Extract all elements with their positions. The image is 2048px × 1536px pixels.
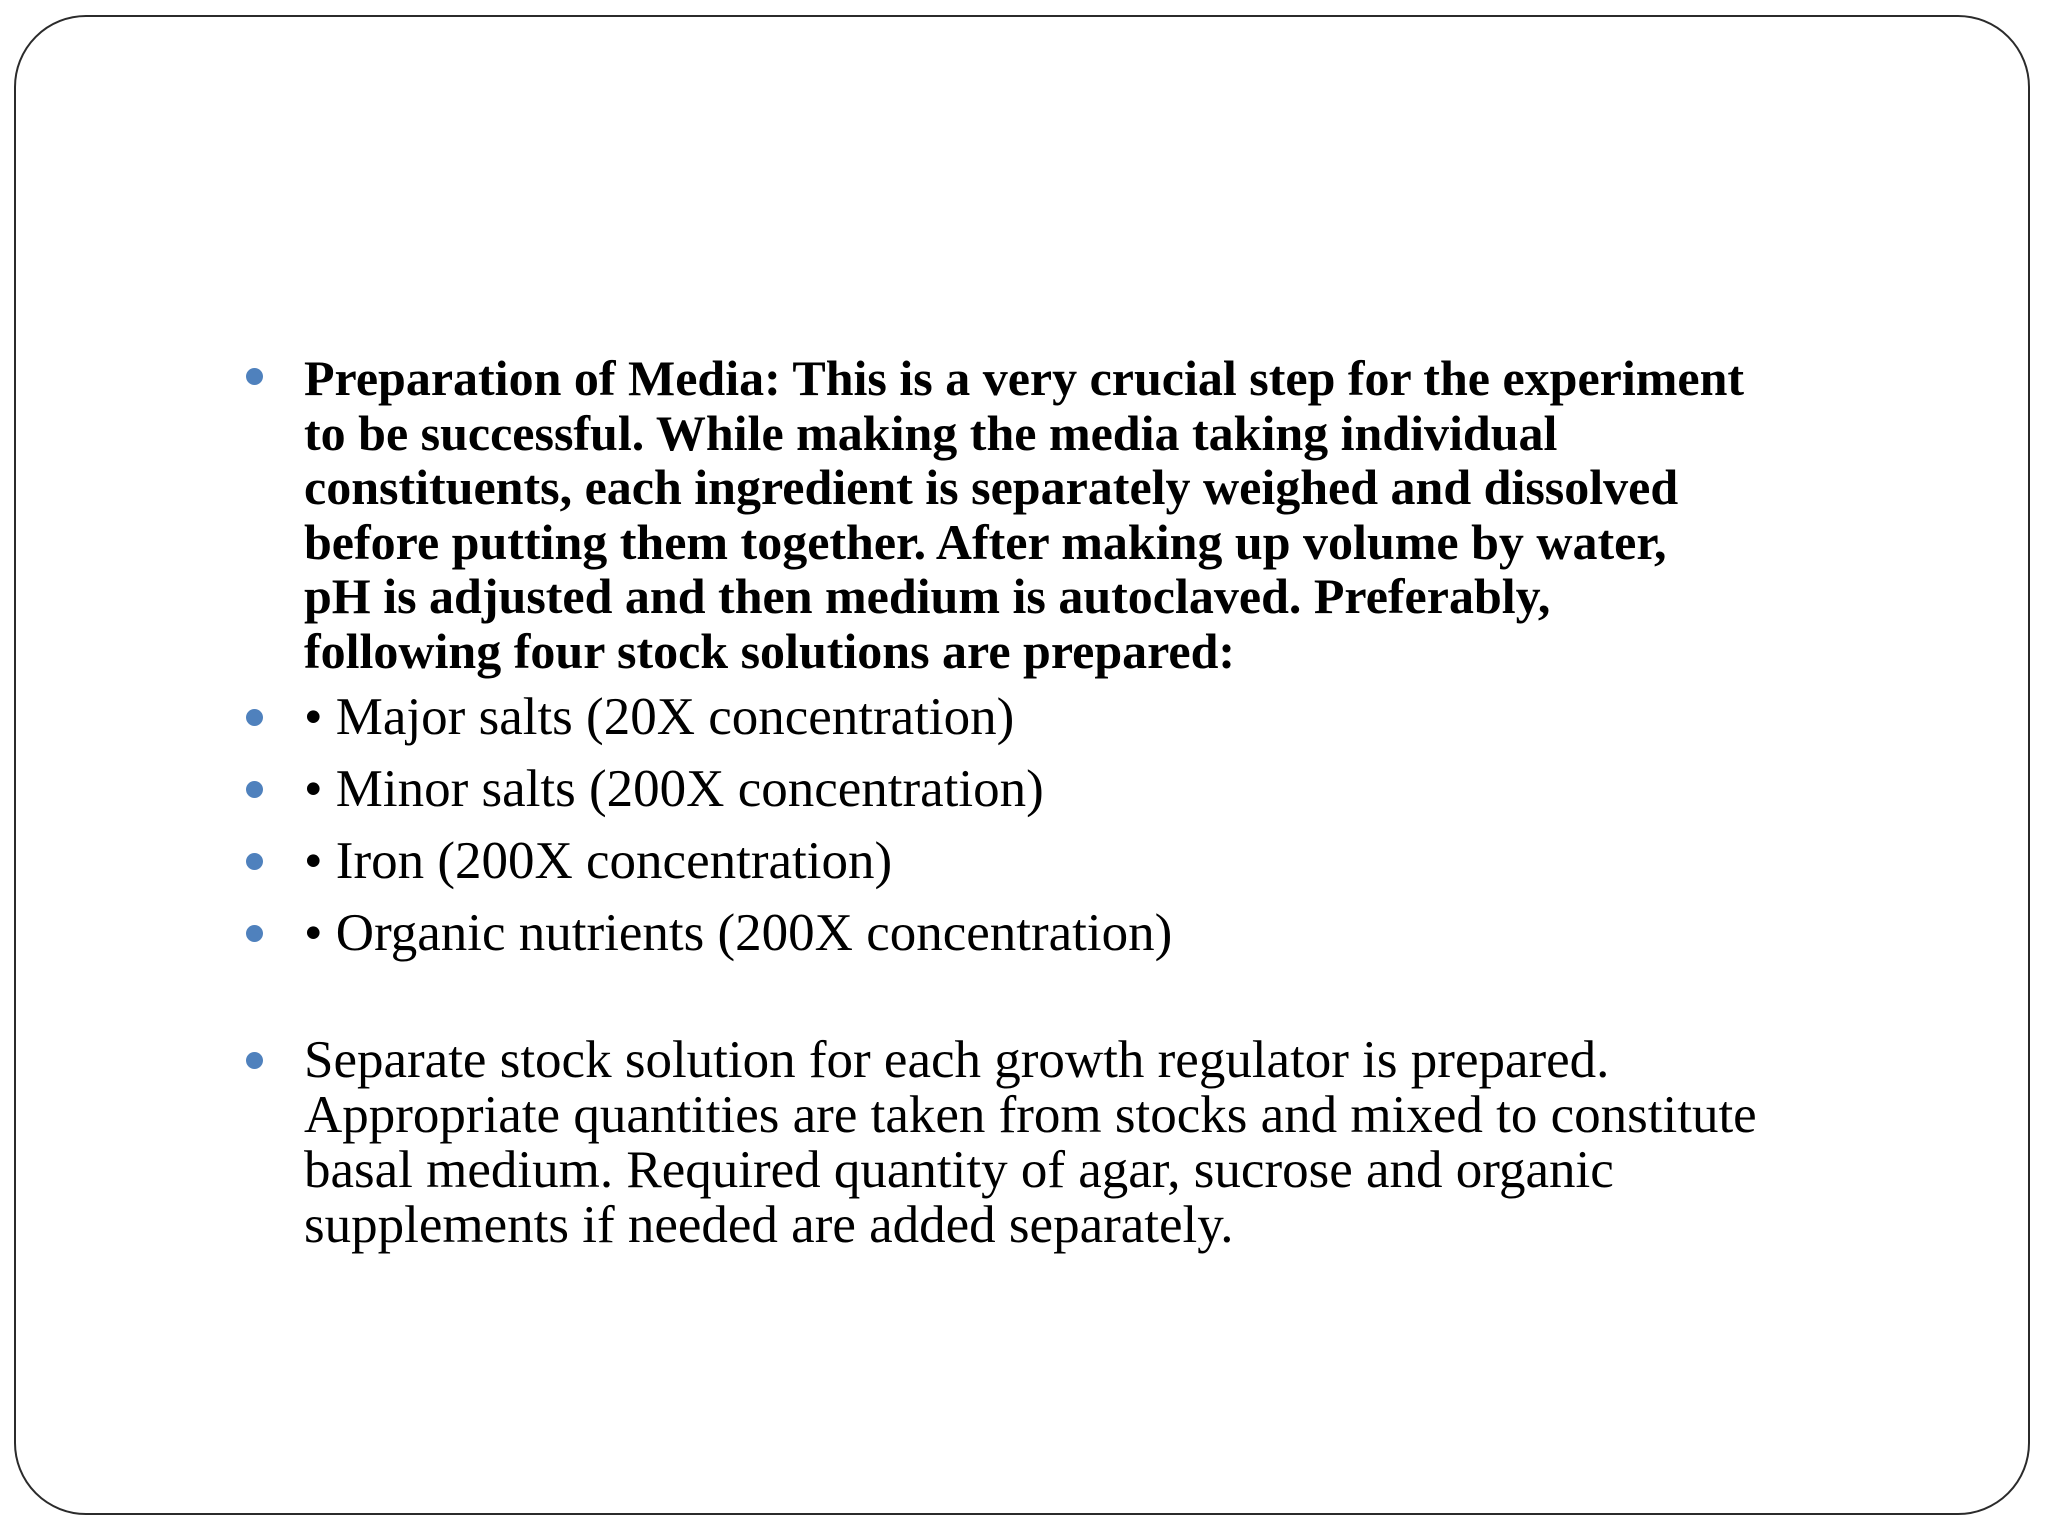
bullet-dot-icon <box>246 1052 263 1069</box>
bullet-item-preparation-of-media <box>304 351 1974 678</box>
bullet-dot-icon <box>246 368 263 385</box>
bullet-item-iron <box>304 834 1974 889</box>
bullet-text: Preparation of Media: This is a very crucial step for the experiment to be successful. While making the media taking individual constituents, each ingredient is separately weighed and dissolved before putting them together. After making up volume by water, pH is adjusted and then medium is autoclaved. Preferably, following four stock solutions are prepared: <box>304 350 1745 679</box>
bullet-text: • Minor salts (200X concentration) <box>304 760 1044 818</box>
bullet-list <box>304 351 1974 1253</box>
bullet-item-major-salts <box>304 690 1974 745</box>
bullet-item-organic-nutrients <box>304 906 1974 961</box>
bullet-dot-icon <box>246 781 263 798</box>
bullet-dot-icon <box>246 709 263 726</box>
bullet-text: Separate stock solution for each growth regulator is prepared. Appropriate quantities are taken from stocks and mixed to constitute basal medium. Required quantity of agar, sucrose and organic supplements if needed are added separately. <box>304 1031 1757 1254</box>
bullet-dot-icon <box>246 925 263 942</box>
bullet-item-minor-salts <box>304 762 1974 817</box>
bullet-text: • Major salts (20X concentration) <box>304 688 1015 746</box>
bullet-dot-icon <box>246 853 263 870</box>
bullet-text: • Organic nutrients (200X concentration) <box>304 904 1173 962</box>
slide-frame <box>14 15 2030 1515</box>
bullet-item-separate-stock-solution <box>304 1033 1974 1253</box>
bullet-text: • Iron (200X concentration) <box>304 832 893 890</box>
